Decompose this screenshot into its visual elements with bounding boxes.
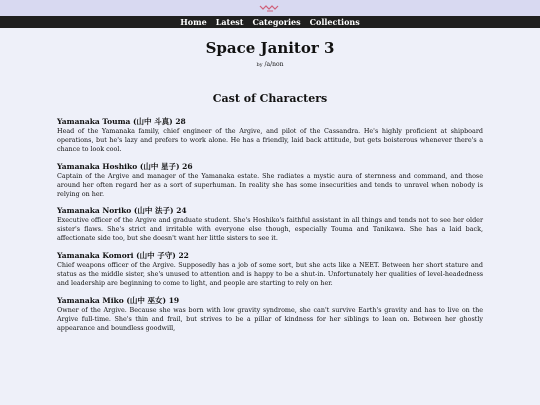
- character-entry: [57, 206, 483, 243]
- character-description: Head of the Yamanaka family, chief engineer of the Argive, and pilot of the Cassandra. He's highly proficient at shipboard operations, but he's lazy and prefers to work alone. He has a friendly, laid back attitude, but gets boisterous whenever there's a chance to look cool.: [57, 127, 483, 153]
- character-description: Owner of the Argive. Because she was born with low gravity syndrome, she can't survive Earth's gravity and has to live on the Argive full-time. She's thin and frail, but strives to be a pillar of kindness for her siblings to lean on. Between her ghostly appearance and boundless goodwill,: [57, 305, 483, 332]
- byline-prefix: by: [256, 62, 263, 68]
- squiggle-logo-icon[interactable]: [258, 3, 282, 13]
- byline: [53, 61, 487, 69]
- top-banner: [0, 0, 540, 16]
- character-age: 28: [175, 117, 186, 126]
- character-age: 26: [182, 161, 193, 171]
- character-description: Captain of the Argive and manager of the Yamanaka estate. She radiates a mystic aura of sternness and command, and those around her often regard her as a sort of superhuman. In reality she has some insecurities and tends to unravel when nobody is relying on her.: [57, 171, 483, 198]
- character-entry: [57, 296, 483, 333]
- section-heading: Cast of Characters: [212, 92, 328, 105]
- character-description: Chief weapons officer of the Argive. Supposedly has a job of some sort, but she acts like a NEET. Between her short stature and status as the middle sister, she's unused to attention and is happy to be a shut-in. Unfortunately her qualities of level-headedness and leadership are beginning to come to light, and people are starting to rely on her.: [57, 261, 483, 287]
- nav-categories[interactable]: Categories: [252, 17, 301, 27]
- character-entry: [57, 251, 483, 288]
- page-title: Space Janitor 3: [205, 39, 335, 57]
- character-age: 24: [176, 206, 187, 216]
- character-name: Yamanaka Touma (山中 斗真) 28: [57, 117, 186, 126]
- character-list: [53, 117, 487, 333]
- nav-collections[interactable]: Collections: [309, 17, 360, 27]
- character-name: Yamanaka Noriko (山中 法子) 24: [57, 206, 187, 216]
- character-name: Yamanaka Hoshiko (山中 星子) 26: [57, 161, 193, 171]
- character-name: Yamanaka Miko (山中 巫女) 19: [57, 295, 180, 305]
- character-age: 19: [168, 295, 180, 305]
- character-name: Yamanaka Komori (山中 子守) 22: [57, 251, 189, 261]
- character-age: 22: [178, 251, 189, 261]
- nav-latest[interactable]: Latest: [215, 17, 244, 27]
- nav-home[interactable]: Home: [180, 17, 207, 27]
- character-entry: [57, 162, 483, 199]
- document-page: [53, 39, 487, 333]
- main-nav: [0, 16, 540, 28]
- character-description: Executive officer of the Argive and graduate student. She's Hoshiko's faithful assistant in all things and tends not to see her older sister's flaws. She's strict and irritable with everyone else though, especially Touma and Tanikawa. She has a laid back, affectionate side too, but she doesn't want her little sisters to see it.: [57, 216, 483, 243]
- author-link[interactable]: /a/non: [264, 61, 284, 68]
- character-entry: [57, 117, 483, 154]
